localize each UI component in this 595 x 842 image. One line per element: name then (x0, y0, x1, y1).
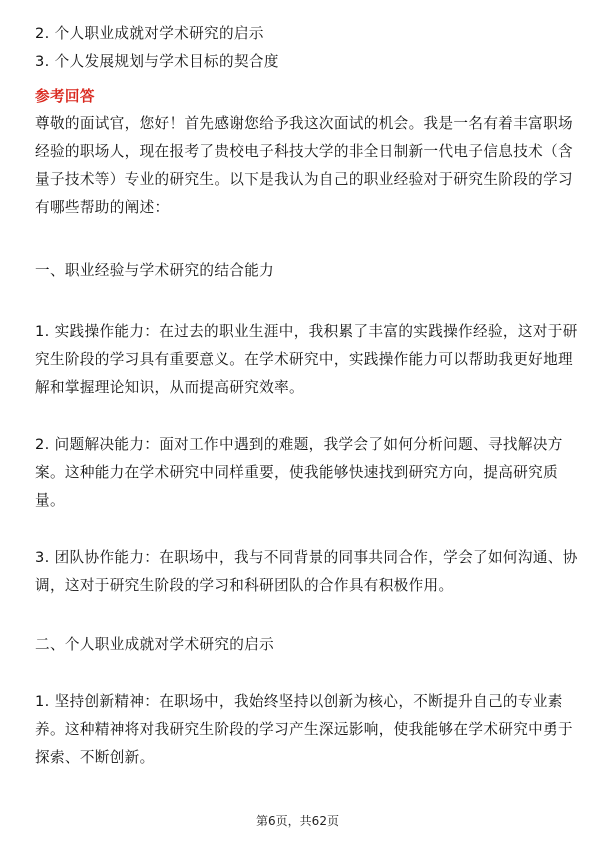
paragraph-line: 究生阶段的学习具有重要意义。在学术研究中，实践操作能力可以帮助我更好地理 (35, 351, 573, 368)
intro-line: 尊敬的面试官，您好！首先感谢您给予我这次面试的机会。我是一名有着丰富职场 (35, 115, 573, 132)
list-item-2: 2. 个人职业成就对学术研究的启示 (35, 25, 264, 42)
paragraph-line: 调，这对于研究生阶段的学习和科研团队的合作具有积极作用。 (35, 577, 454, 594)
paragraph-line: 3. 团队协作能力：在职场中，我与不同背景的同事共同合作，学会了如何沟通、协 (35, 549, 578, 566)
intro-line: 有哪些帮助的阐述： (35, 199, 170, 216)
answer-heading: 参考回答 (35, 88, 95, 105)
section-title-1: 一、职业经验与学术研究的结合能力 (35, 262, 275, 279)
section-title-2: 二、个人职业成就对学术研究的启示 (35, 636, 275, 653)
paragraph-line: 2. 问题解决能力：面对工作中遇到的难题，我学会了如何分析问题、寻找解决方 (35, 436, 563, 453)
paragraph-line: 解和掌握理论知识，从而提高研究效率。 (35, 379, 304, 396)
page-number-footer: 第6页，共62页 (256, 814, 339, 828)
paragraph-line: 1. 坚持创新精神：在职场中，我始终坚持以创新为核心，不断提升自己的专业素 (35, 693, 563, 710)
list-item-3: 3. 个人发展规划与学术目标的契合度 (35, 53, 279, 70)
paragraph-line: 案。这种能力在学术研究中同样重要，使我能够快速找到研究方向，提高研究质 (35, 464, 559, 481)
paragraph-line: 1. 实践操作能力：在过去的职业生涯中，我积累了丰富的实践操作经验，这对于研 (35, 323, 578, 340)
intro-line: 量子技术等）专业的研究生。以下是我认为自己的职业经验对于研究生阶段的学习 (35, 171, 573, 188)
paragraph-line: 量。 (35, 492, 65, 509)
intro-line: 经验的职场人，现在报考了贵校电子科技大学的非全日制新一代电子信息技术（含 (35, 143, 573, 160)
paragraph-line: 探索、不断创新。 (35, 749, 155, 766)
paragraph-line: 养。这种精神将对我研究生阶段的学习产生深远影响，使我能够在学术研究中勇于 (35, 721, 573, 738)
